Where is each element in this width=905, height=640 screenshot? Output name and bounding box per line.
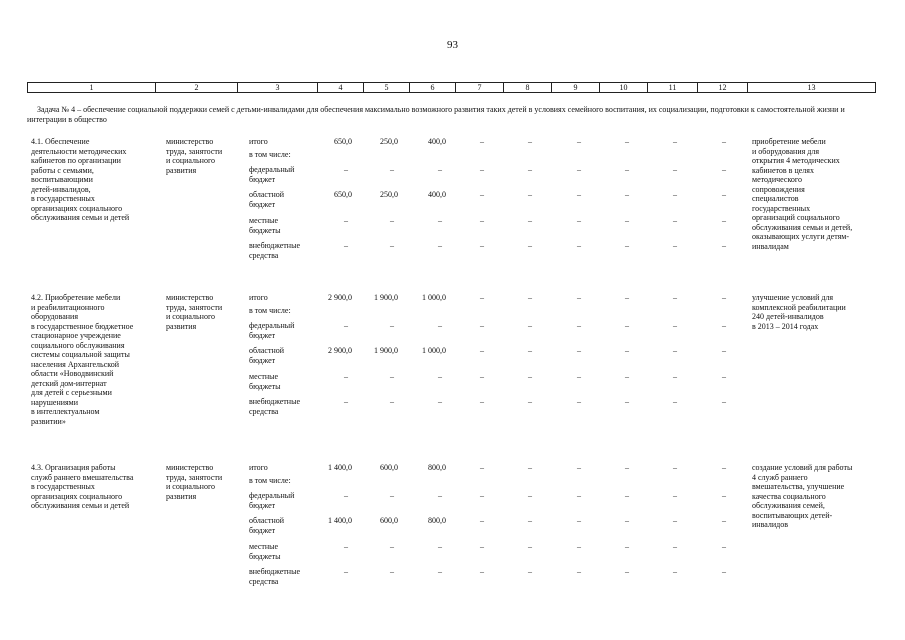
empty-dash: – — [480, 463, 484, 472]
executor: министерство труда, занятости и социального развития — [166, 137, 223, 175]
empty-dash: – — [673, 137, 677, 146]
col-number-6: 6 — [410, 83, 456, 93]
empty-dash: – — [577, 346, 581, 355]
empty-dash: – — [480, 293, 484, 302]
funding-source: местные бюджеты — [249, 216, 281, 235]
empty-dash: – — [344, 491, 348, 500]
empty-dash: – — [722, 542, 726, 551]
empty-dash: – — [625, 216, 629, 225]
empty-dash: – — [438, 216, 442, 225]
empty-dash: – — [673, 567, 677, 576]
empty-dash: – — [722, 372, 726, 381]
empty-dash: – — [344, 372, 348, 381]
empty-dash: – — [577, 293, 581, 302]
empty-dash: – — [673, 293, 677, 302]
empty-dash: – — [722, 346, 726, 355]
amount-value: 800,0 — [428, 516, 446, 525]
amount-value: 400,0 — [428, 137, 446, 146]
empty-dash: – — [577, 137, 581, 146]
empty-dash: – — [528, 165, 532, 174]
empty-dash: – — [673, 542, 677, 551]
expected-result: приобретение мебели и оборудования для открытия 4 методических кабинетов в целях методического сопровождения специалистов государственных организаций социального обслуживания семьи и детей, оказывающих услуги детям- инвалидам — [752, 137, 853, 251]
col-number-11: 11 — [648, 83, 698, 93]
empty-dash: – — [344, 216, 348, 225]
col-number-7: 7 — [456, 83, 504, 93]
empty-dash: – — [344, 397, 348, 406]
amount-value: 250,0 — [380, 137, 398, 146]
empty-dash: – — [480, 165, 484, 174]
empty-dash: – — [480, 542, 484, 551]
empty-dash: – — [390, 542, 394, 551]
empty-dash: – — [625, 567, 629, 576]
empty-dash: – — [577, 165, 581, 174]
empty-dash: – — [480, 241, 484, 250]
empty-dash: – — [673, 372, 677, 381]
col-number-4: 4 — [318, 83, 364, 93]
funding-source: федеральный бюджет — [249, 491, 295, 510]
empty-dash: – — [344, 542, 348, 551]
empty-dash: – — [722, 516, 726, 525]
empty-dash: – — [480, 491, 484, 500]
col-number-12: 12 — [698, 83, 748, 93]
empty-dash: – — [528, 190, 532, 199]
empty-dash: – — [344, 241, 348, 250]
empty-dash: – — [673, 346, 677, 355]
empty-dash: – — [528, 516, 532, 525]
funding-source: федеральный бюджет — [249, 165, 295, 184]
measure-name: 4.2. Приобретение мебели и реабилитационного оборудования в государственное бюджетное стационарное учреждение социального обслуживания системы социальной защиты населения Архангельской области «Новодвинский детский дом-интернат для детей с серьезными нарушениями в интеллектуальном развитии» — [31, 293, 134, 426]
empty-dash: – — [577, 216, 581, 225]
empty-dash: – — [673, 216, 677, 225]
empty-dash: – — [625, 165, 629, 174]
amount-value: 1 900,0 — [374, 293, 398, 302]
funding-source: в том числе: — [249, 476, 291, 485]
task-description: Задача № 4 – обеспечение социальной поддержки семей с детьми-инвалидами для обеспечения максимально возможного развития таких детей в условиях семейного воспитания, их социализации, подготовки к самостоятельной жизни и интеграции в общество — [27, 105, 845, 124]
empty-dash: – — [390, 491, 394, 500]
empty-dash: – — [577, 321, 581, 330]
empty-dash: – — [673, 397, 677, 406]
expected-result: улучшение условий для комплексной реабилитации 240 детей-инвалидов в 2013 – 2014 годах — [752, 293, 846, 331]
empty-dash: – — [625, 321, 629, 330]
empty-dash: – — [625, 190, 629, 199]
empty-dash: – — [480, 321, 484, 330]
col-number-10: 10 — [600, 83, 648, 93]
empty-dash: – — [528, 463, 532, 472]
empty-dash: – — [577, 372, 581, 381]
funding-source: областной бюджет — [249, 516, 285, 535]
funding-source: внебюджетные средства — [249, 567, 300, 586]
amount-value: 1 900,0 — [374, 346, 398, 355]
empty-dash: – — [528, 397, 532, 406]
measure-name: 4.1. Обеспечение деятельности методических кабинетов по организации работы с семьями, воспитывающими детей-инвалидов, в государственных организациях социального обслуживания семьи и детей — [31, 137, 130, 222]
empty-dash: – — [438, 567, 442, 576]
empty-dash: – — [673, 463, 677, 472]
empty-dash: – — [577, 190, 581, 199]
empty-dash: – — [480, 372, 484, 381]
amount-value: 2 900,0 — [328, 293, 352, 302]
empty-dash: – — [625, 241, 629, 250]
empty-dash: – — [722, 491, 726, 500]
empty-dash: – — [722, 216, 726, 225]
funding-source: федеральный бюджет — [249, 321, 295, 340]
amount-value: 250,0 — [380, 190, 398, 199]
empty-dash: – — [722, 321, 726, 330]
empty-dash: – — [673, 491, 677, 500]
empty-dash: – — [577, 241, 581, 250]
empty-dash: – — [344, 321, 348, 330]
col-number-8: 8 — [504, 83, 552, 93]
empty-dash: – — [577, 567, 581, 576]
empty-dash: – — [438, 542, 442, 551]
amount-value: 400,0 — [428, 190, 446, 199]
empty-dash: – — [625, 137, 629, 146]
col-number-2: 2 — [156, 83, 238, 93]
empty-dash: – — [480, 216, 484, 225]
empty-dash: – — [722, 293, 726, 302]
funding-source: в том числе: — [249, 150, 291, 159]
empty-dash: – — [438, 241, 442, 250]
empty-dash: – — [528, 137, 532, 146]
amount-value: 1 000,0 — [422, 346, 446, 355]
empty-dash: – — [480, 346, 484, 355]
funding-source: внебюджетные средства — [249, 397, 300, 416]
amount-value: 800,0 — [428, 463, 446, 472]
amount-value: 650,0 — [334, 137, 352, 146]
measure-name: 4.3. Организация работы служб раннего вмешательства в государственных организациях социального обслуживания семьи и детей — [31, 463, 134, 510]
col-number-13: 13 — [748, 83, 876, 93]
executor: министерство труда, занятости и социального развития — [166, 293, 223, 331]
amount-value: 600,0 — [380, 463, 398, 472]
funding-source: местные бюджеты — [249, 542, 281, 561]
empty-dash: – — [673, 321, 677, 330]
empty-dash: – — [480, 516, 484, 525]
empty-dash: – — [625, 463, 629, 472]
amount-value: 650,0 — [334, 190, 352, 199]
column-number-header — [27, 82, 876, 93]
empty-dash: – — [625, 293, 629, 302]
empty-dash: – — [528, 542, 532, 551]
empty-dash: – — [438, 397, 442, 406]
empty-dash: – — [625, 491, 629, 500]
empty-dash: – — [528, 491, 532, 500]
empty-dash: – — [438, 165, 442, 174]
empty-dash: – — [577, 491, 581, 500]
empty-dash: – — [673, 190, 677, 199]
amount-value: 1 400,0 — [328, 516, 352, 525]
empty-dash: – — [390, 241, 394, 250]
funding-source: итого — [249, 137, 268, 146]
empty-dash: – — [390, 567, 394, 576]
empty-dash: – — [438, 372, 442, 381]
empty-dash: – — [344, 567, 348, 576]
empty-dash: – — [390, 216, 394, 225]
col-number-3: 3 — [238, 83, 318, 93]
empty-dash: – — [438, 491, 442, 500]
funding-source: областной бюджет — [249, 190, 285, 209]
amount-value: 2 900,0 — [328, 346, 352, 355]
empty-dash: – — [577, 463, 581, 472]
empty-dash: – — [390, 321, 394, 330]
empty-dash: – — [625, 372, 629, 381]
funding-source: в том числе: — [249, 306, 291, 315]
empty-dash: – — [528, 241, 532, 250]
funding-source: областной бюджет — [249, 346, 285, 365]
empty-dash: – — [480, 137, 484, 146]
empty-dash: – — [722, 397, 726, 406]
amount-value: 1 400,0 — [328, 463, 352, 472]
empty-dash: – — [577, 397, 581, 406]
funding-source: итого — [249, 463, 268, 472]
empty-dash: – — [722, 241, 726, 250]
empty-dash: – — [577, 542, 581, 551]
page-number: 93 — [447, 39, 458, 51]
empty-dash: – — [577, 516, 581, 525]
empty-dash: – — [673, 165, 677, 174]
empty-dash: – — [673, 241, 677, 250]
empty-dash: – — [390, 372, 394, 381]
empty-dash: – — [673, 516, 677, 525]
executor: министерство труда, занятости и социального развития — [166, 463, 223, 501]
empty-dash: – — [528, 321, 532, 330]
empty-dash: – — [480, 397, 484, 406]
empty-dash: – — [528, 372, 532, 381]
empty-dash: – — [722, 463, 726, 472]
col-number-9: 9 — [552, 83, 600, 93]
funding-source: местные бюджеты — [249, 372, 281, 391]
amount-value: 1 000,0 — [422, 293, 446, 302]
empty-dash: – — [344, 165, 348, 174]
empty-dash: – — [390, 165, 394, 174]
empty-dash: – — [625, 516, 629, 525]
empty-dash: – — [528, 293, 532, 302]
empty-dash: – — [480, 190, 484, 199]
empty-dash: – — [528, 567, 532, 576]
empty-dash: – — [722, 190, 726, 199]
expected-result: создание условий для работы 4 служб раннего вмешательства, улучшение качества социального обслуживания семей, воспитывающих детей- инвалидов — [752, 463, 853, 529]
empty-dash: – — [438, 321, 442, 330]
empty-dash: – — [722, 137, 726, 146]
empty-dash: – — [390, 397, 394, 406]
empty-dash: – — [480, 567, 484, 576]
empty-dash: – — [625, 346, 629, 355]
empty-dash: – — [528, 216, 532, 225]
empty-dash: – — [722, 165, 726, 174]
amount-value: 600,0 — [380, 516, 398, 525]
empty-dash: – — [528, 346, 532, 355]
empty-dash: – — [625, 542, 629, 551]
funding-source: внебюджетные средства — [249, 241, 300, 260]
empty-dash: – — [722, 567, 726, 576]
col-number-5: 5 — [364, 83, 410, 93]
col-number-1: 1 — [28, 83, 156, 93]
funding-source: итого — [249, 293, 268, 302]
empty-dash: – — [625, 397, 629, 406]
